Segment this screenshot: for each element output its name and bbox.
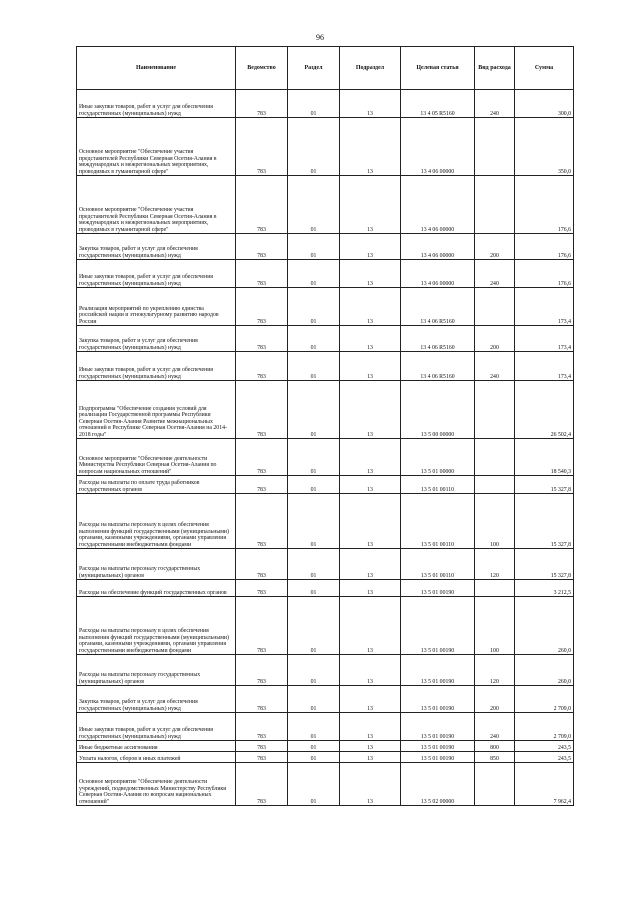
cell-subsection: 13 [340,494,401,549]
table-row [77,580,574,597]
cell-subsection: 13 [340,439,401,476]
table-row [77,741,574,752]
table-row [77,381,574,439]
cell-expense-type: 120 [475,549,515,580]
cell-department: 783 [236,326,288,352]
cell-section: 01 [288,326,340,352]
cell-name: Иные закупки товаров, работ и услуг для обеспечения государственных (муниципальных) нужд [77,90,236,118]
cell-name: Расходы на выплаты персоналу государственных (муниципальных) органов [77,655,236,686]
budget-table [76,46,574,806]
cell-subsection: 13 [340,288,401,326]
cell-name: Расходы на выплаты персоналу государственных (муниципальных) органов [77,549,236,580]
cell-expense-type: 240 [475,713,515,741]
header-target-article: Целевая статья [401,47,475,90]
cell-department: 783 [236,741,288,752]
cell-department: 783 [236,752,288,763]
cell-subsection: 13 [340,234,401,260]
header-section: Раздел [288,47,340,90]
cell-target-article: 13 4 06 R5160 [401,288,475,326]
cell-section: 01 [288,118,340,176]
cell-name: Расходы на обеспечение функций государственных органов [77,580,236,597]
table-row [77,494,574,549]
table-body [77,90,574,806]
cell-name: Иные закупки товаров, работ и услуг для обеспечения государственных (муниципальных) нужд [77,352,236,381]
cell-amount: 7 962,4 [515,763,574,806]
header-name: Наименование [77,47,236,90]
table-row [77,597,574,655]
cell-amount: 15 327,8 [515,476,574,494]
header-department: Ведомство [236,47,288,90]
cell-subsection: 13 [340,752,401,763]
cell-expense-type [475,763,515,806]
cell-subsection: 13 [340,741,401,752]
table-header-row [77,47,574,90]
cell-name: Основное мероприятие "Обеспечение участия представителей Республики Северная Осетия-Алания в международных и межрегиональных мероприятиях, проводимых в гуманитарной сфере" [77,118,236,176]
table-row [77,352,574,381]
header-expense-type: Вид расхода [475,47,515,90]
cell-amount: 243,5 [515,741,574,752]
cell-subsection: 13 [340,686,401,713]
cell-department: 783 [236,118,288,176]
cell-target-article: 13 4 06 00000 [401,118,475,176]
cell-subsection: 13 [340,580,401,597]
cell-target-article: 13 4 06 R5160 [401,326,475,352]
table-row [77,234,574,260]
cell-name: Основное мероприятие "Обеспечение деятельности учреждений, подведомственных Министерству Республики Северная Осетия-Алания по вопросам национальных отношений" [77,763,236,806]
cell-name: Закупка товаров, работ и услуг для обеспечения государственных (муниципальных) нужд [77,234,236,260]
cell-amount: 260,0 [515,597,574,655]
cell-section: 01 [288,549,340,580]
table-row [77,176,574,234]
table-row [77,288,574,326]
cell-name: Иные закупки товаров, работ и услуг для обеспечения государственных (муниципальных) нужд [77,713,236,741]
cell-name: Закупка товаров, работ и услуг для обеспечения государственных (муниципальных) нужд [77,326,236,352]
table-row [77,90,574,118]
cell-department: 783 [236,763,288,806]
cell-name: Расходы на выплаты персоналу в целях обеспечения выполнения функций государственными (муниципальными) органами, казенными учреждениями, органами управления государственными внебюджетными фондами [77,597,236,655]
page-number: 96 [316,33,324,42]
cell-name: Уплата налогов, сборов и иных платежей [77,752,236,763]
cell-section: 01 [288,439,340,476]
cell-section: 01 [288,597,340,655]
cell-amount: 176,6 [515,176,574,234]
cell-department: 783 [236,234,288,260]
cell-subsection: 13 [340,90,401,118]
table-row [77,686,574,713]
cell-expense-type: 100 [475,494,515,549]
cell-amount: 350,0 [515,118,574,176]
cell-section: 01 [288,686,340,713]
cell-amount: 18 540,3 [515,439,574,476]
cell-department: 783 [236,597,288,655]
cell-name: Иные бюджетные ассигнования [77,741,236,752]
cell-expense-type [475,288,515,326]
cell-target-article: 13 5 00 00000 [401,381,475,439]
cell-expense-type: 850 [475,752,515,763]
cell-expense-type [475,381,515,439]
cell-department: 783 [236,655,288,686]
cell-expense-type: 240 [475,260,515,288]
cell-section: 01 [288,752,340,763]
cell-subsection: 13 [340,352,401,381]
cell-name: Подпрограмма "Обеспечение создания условий для реализации Государственной программы Республики Северная Осетия-Алания Развитие межнациональных отношений в Республике Северная Осетия-Алания на 2014-2018 годы" [77,381,236,439]
cell-target-article: 13 5 01 00190 [401,741,475,752]
table-row [77,326,574,352]
cell-section: 01 [288,90,340,118]
cell-name: Основное мероприятие "Обеспечение участия представителей Республики Северная Осетия-Алания в международных и межрегиональных мероприятиях, проводимых в гуманитарной сфере" [77,176,236,234]
cell-amount: 243,5 [515,752,574,763]
cell-department: 783 [236,90,288,118]
cell-target-article: 13 5 01 00190 [401,713,475,741]
cell-amount: 173,4 [515,288,574,326]
cell-section: 01 [288,655,340,686]
cell-name: Основное мероприятие "Обеспечение деятельности Министерства Республики Северная Осетия-Алания по вопросам национальных отношений" [77,439,236,476]
cell-amount: 173,4 [515,326,574,352]
table-row [77,260,574,288]
cell-department: 783 [236,549,288,580]
cell-expense-type [475,176,515,234]
cell-amount: 26 502,4 [515,381,574,439]
cell-section: 01 [288,176,340,234]
cell-section: 01 [288,494,340,549]
cell-amount: 15 327,8 [515,549,574,580]
header-amount: Сумма [515,47,574,90]
cell-section: 01 [288,741,340,752]
cell-name: Закупка товаров, работ и услуг для обеспечения государственных (муниципальных) нужд [77,686,236,713]
table-row [77,118,574,176]
cell-department: 783 [236,476,288,494]
cell-target-article: 13 4 05 R5160 [401,90,475,118]
cell-subsection: 13 [340,326,401,352]
table-row [77,655,574,686]
header-subsection: Подраздел [340,47,401,90]
cell-target-article: 13 5 01 00190 [401,597,475,655]
cell-target-article: 13 5 01 00110 [401,549,475,580]
cell-target-article: 13 5 01 00190 [401,752,475,763]
cell-subsection: 13 [340,176,401,234]
cell-target-article: 13 5 01 00190 [401,580,475,597]
cell-department: 783 [236,439,288,476]
cell-subsection: 13 [340,476,401,494]
cell-subsection: 13 [340,713,401,741]
cell-name: Расходы на выплаты персоналу в целях обеспечения выполнения функций государственными (муниципальными) органами, казенными учреждениями, органами управления государственными внебюджетными фондами [77,494,236,549]
cell-subsection: 13 [340,381,401,439]
cell-department: 783 [236,494,288,549]
cell-section: 01 [288,476,340,494]
table-row [77,439,574,476]
cell-subsection: 13 [340,763,401,806]
cell-amount: 176,6 [515,234,574,260]
cell-section: 01 [288,763,340,806]
cell-subsection: 13 [340,118,401,176]
cell-name: Иные закупки товаров, работ и услуг для обеспечения государственных (муниципальных) нужд [77,260,236,288]
cell-section: 01 [288,352,340,381]
cell-expense-type: 200 [475,686,515,713]
table-row [77,752,574,763]
cell-section: 01 [288,713,340,741]
cell-expense-type [475,439,515,476]
cell-name: Расходы на выплаты по оплате труда работников государственных органов [77,476,236,494]
cell-department: 783 [236,352,288,381]
cell-department: 783 [236,713,288,741]
cell-department: 783 [236,381,288,439]
cell-section: 01 [288,234,340,260]
cell-section: 01 [288,260,340,288]
cell-department: 783 [236,686,288,713]
cell-department: 783 [236,260,288,288]
cell-department: 783 [236,580,288,597]
cell-target-article: 13 4 06 R5160 [401,352,475,381]
cell-expense-type: 120 [475,655,515,686]
cell-department: 783 [236,288,288,326]
cell-target-article: 13 5 01 00110 [401,476,475,494]
cell-target-article: 13 5 01 00110 [401,494,475,549]
cell-amount: 260,0 [515,655,574,686]
cell-expense-type: 240 [475,90,515,118]
cell-expense-type [475,580,515,597]
cell-expense-type [475,476,515,494]
cell-target-article: 13 5 02 00000 [401,763,475,806]
cell-amount: 2 709,0 [515,686,574,713]
cell-subsection: 13 [340,655,401,686]
cell-target-article: 13 4 06 00000 [401,234,475,260]
cell-expense-type: 240 [475,352,515,381]
cell-subsection: 13 [340,260,401,288]
cell-amount: 173,4 [515,352,574,381]
cell-expense-type: 800 [475,741,515,752]
cell-amount: 3 212,5 [515,580,574,597]
cell-section: 01 [288,381,340,439]
cell-subsection: 13 [340,597,401,655]
cell-expense-type [475,118,515,176]
cell-target-article: 13 4 06 00000 [401,260,475,288]
cell-department: 783 [236,176,288,234]
cell-target-article: 13 5 01 00000 [401,439,475,476]
cell-expense-type: 100 [475,597,515,655]
table-row [77,549,574,580]
cell-amount: 300,0 [515,90,574,118]
cell-subsection: 13 [340,549,401,580]
table-row [77,713,574,741]
cell-target-article: 13 5 01 00190 [401,655,475,686]
cell-name: Реализация мероприятий по укреплению единства российской нации и этнокультурному развитию народов России [77,288,236,326]
cell-section: 01 [288,580,340,597]
cell-target-article: 13 4 06 00000 [401,176,475,234]
table-row [77,476,574,494]
cell-target-article: 13 5 01 00190 [401,686,475,713]
cell-amount: 15 327,8 [515,494,574,549]
cell-amount: 2 709,0 [515,713,574,741]
cell-expense-type: 200 [475,326,515,352]
cell-section: 01 [288,288,340,326]
cell-expense-type: 200 [475,234,515,260]
cell-amount: 176,6 [515,260,574,288]
table-row [77,763,574,806]
